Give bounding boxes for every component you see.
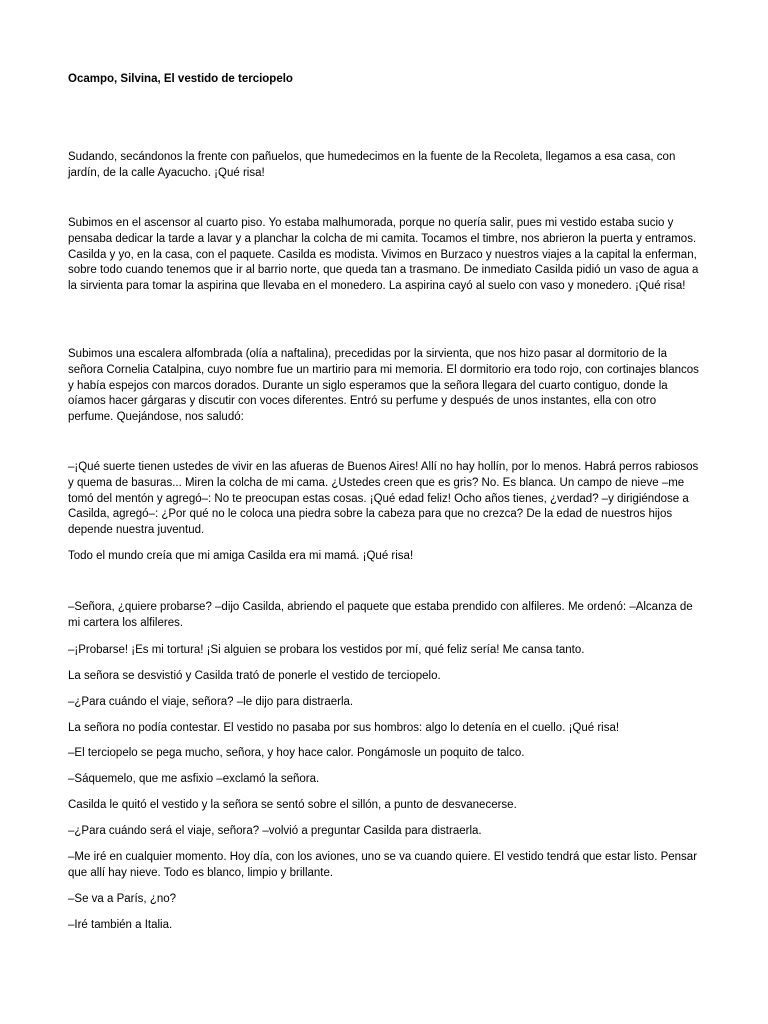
paragraph-3: Subimos una escalera alfombrada (olía a naftalina), precedidas por la sirvienta, que nos hizo pasar al dormitorio de la señora Cornelia Catalpina, cuyo nombre fue un martirio para mi memoria. El dormitorio era todo rojo, con cortinajes blancos y había espejos con marcos dorados. Durante un siglo esperamos que la señora llegara del cuarto contiguo, donde la oíamos hacer gárgaras y discutir con voces diferentes. Entró su perfume y después de unos instantes, ella con otro perfume. Quejándose, nos saludó: <box>68 348 699 424</box>
paragraph-6: –Señora, ¿quiere probarse? –dijo Casilda, abriendo el paquete que estaba prendido con alfileres. Me ordenó: –Alcanza de mi cartera los alfileres. <box>68 601 693 629</box>
paragraph-10: La señora no podía contestar. El vestido no pasaba por sus hombros: algo lo detenía en el cuello. ¡Qué risa! <box>68 722 620 734</box>
paragraph-15: –Me iré en cualquier momento. Hoy día, con los aviones, uno se va cuando quiere. El vestido tendrá que estar listo. Pensar que allí hay nieve. Todo es blanco, limpio y brillante. <box>68 851 698 879</box>
paragraph-12: –Sáquemelo, que me asfixio –exclamó la señora. <box>68 773 320 785</box>
paragraph-16: –Se va a París, ¿no? <box>68 893 177 905</box>
paragraph-7: –¡Probarse! ¡Es mi tortura! ¡Si alguien se probara los vestidos por mí, qué feliz sería! Me cansa tanto. <box>68 644 585 656</box>
paragraph-11: –El terciopelo se pega mucho, señora, y hoy hace calor. Pongámosle un poquito de talco. <box>68 747 525 759</box>
paragraph-4: –¡Qué suerte tienen ustedes de vivir en las afueras de Buenos Aires! Allí no hay hollín, por lo menos. Habrá perros rabiosos y quema de basuras... Miren la colcha de mi cama. ¿Ustedes creen que es gris? No. Es blanca. Un campo de nieve –me tomó del mentón y agregó–: No te preocupan estas cosas. ¡Qué edad feliz! Ocho años tienes, ¿verdad? –y dirigiéndose a Casilda, agregó–: ¿Por qué no le coloca una piedra sobre la cabeza para que no crezca? De la edad de nuestros hijos depende nuestra juventud. <box>68 461 699 537</box>
paragraph-1: Sudando, secándonos la frente con pañuelos, que humedecimos en la fuente de la Recoleta, llegamos a esa casa, con jardín, de la calle Ayacucho. ¡Qué risa! <box>68 151 676 179</box>
paragraph-5: Todo el mundo creía que mi amiga Casilda era mi mamá. ¡Qué risa! <box>68 550 414 562</box>
paragraph-14: –¿Para cuándo será el viaje, señora? –volvió a preguntar Casilda para distraerla. <box>68 825 482 837</box>
paragraph-13: Casilda le quitó el vestido y la señora se sentó sobre el sillón, a punto de desvanecerse. <box>68 799 517 811</box>
paragraph-2: Subimos en el ascensor al cuarto piso. Yo estaba malhumorada, porque no quería salir, pues mi vestido estaba sucio y pensaba dedicar la tarde a lavar y a planchar la colcha de mi camita. Tocamos el timbre, nos abrieron la puerta y entramos. Casilda y yo, en la casa, con el paquete. Casilda es modista. Vivimos en Burzaco y nuestros viajes a la capital la enferman, sobre todo cuando tenemos que ir al barrio norte, que queda tan a trasmano. De inmediato Casilda pidió un vaso de agua a la sirvienta para tomar la aspirina que llevaba en el monedero. La aspirina cayó al suelo con vaso y monedero. ¡Qué risa! <box>68 217 699 293</box>
document-title: Ocampo, Silvina, El vestido de terciopelo <box>68 73 293 85</box>
paragraph-17: –Iré también a Italia. <box>68 919 173 931</box>
paragraph-8: La señora se desvistió y Casilda trató de ponerle el vestido de terciopelo. <box>68 670 441 682</box>
paragraph-9: –¿Para cuándo el viaje, señora? –le dijo para distraerla. <box>68 696 354 708</box>
